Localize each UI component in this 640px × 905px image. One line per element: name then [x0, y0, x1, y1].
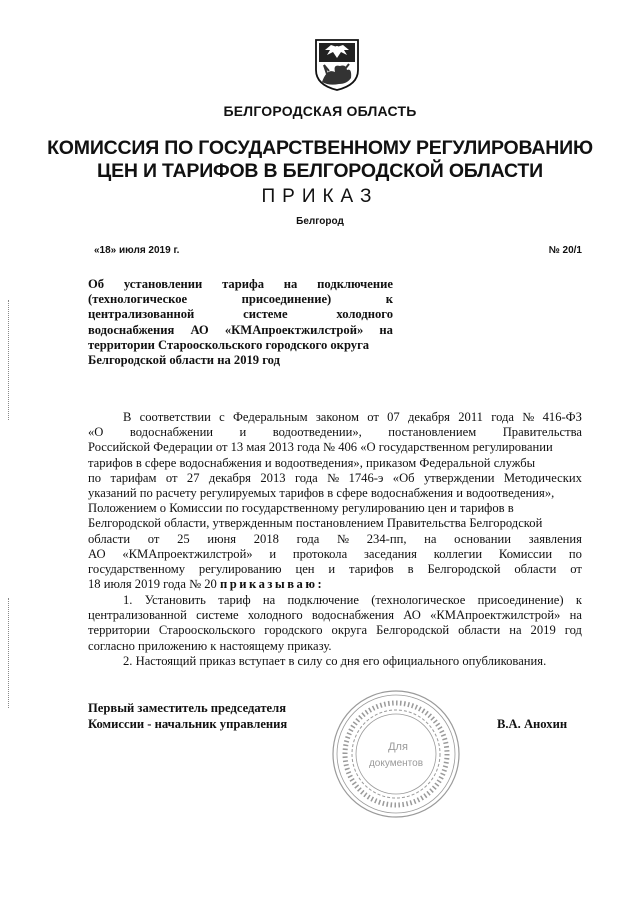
item-word: год — [564, 623, 582, 638]
subject-line — [88, 338, 393, 353]
preamble-word: В — [123, 410, 132, 424]
commission-title-line1: КОМИССИЯ ПО ГОСУДАРСТВЕННОМУ РЕГУЛИРОВАНИЮ — [47, 137, 593, 159]
subject-word: централизованной — [88, 307, 195, 322]
preamble-word: соответствии — [139, 410, 211, 424]
item-word: на — [262, 593, 276, 607]
item-word: «КМАпроектжилстрой» — [430, 608, 561, 623]
preamble-word: цен — [295, 562, 315, 577]
preamble-word: № — [337, 531, 350, 546]
item-word: АО — [403, 608, 421, 623]
preamble-word: 416-ФЗ — [542, 410, 582, 424]
preamble-word: «О — [88, 425, 104, 440]
subject-word: АО — [190, 322, 209, 337]
preamble-word: «Об — [392, 470, 415, 485]
preamble-word: 25 — [177, 531, 190, 546]
subject-word: на — [379, 322, 393, 337]
item-word: на — [569, 608, 582, 623]
subject-word: установлении — [123, 277, 203, 291]
subject-word: Об — [88, 277, 105, 291]
preamble-word: заявления — [528, 531, 582, 546]
preamble-word: государственному — [88, 562, 186, 577]
preamble-word: 18 июля 2019 года № 20 — [88, 577, 217, 592]
preamble-word: Методических — [503, 470, 582, 485]
item-word: 2019 — [530, 623, 556, 638]
preamble-word: и — [328, 562, 336, 577]
preamble-word: декабря — [407, 410, 450, 424]
preamble-line — [88, 456, 582, 471]
item-word: территории — [88, 623, 150, 638]
preamble-word: от — [367, 410, 379, 424]
region-title: БЕЛГОРОДСКАЯ ОБЛАСТЬ — [223, 103, 417, 119]
preamble-line — [88, 486, 582, 501]
preamble-line — [88, 532, 582, 547]
item-word: системе — [196, 608, 239, 623]
preamble-word: «КМАпроектжилстрой» — [122, 546, 253, 561]
item-line — [88, 593, 582, 608]
item-word: на — [509, 623, 522, 638]
preamble-last-line — [88, 577, 582, 592]
preamble-word: Правительства — [502, 425, 582, 440]
item-word: водоснабжения — [311, 608, 395, 623]
subject-word: территории Старооскольского городского округа — [88, 337, 370, 352]
position-line2: Комиссии - начальник управления — [88, 717, 288, 731]
preamble-word: в — [407, 562, 414, 577]
preamble-word: водоснабжении — [129, 425, 214, 440]
subject-word: холодного — [336, 307, 393, 322]
item-word: холодного — [247, 608, 303, 623]
preamble-word: регулированию — [198, 562, 282, 577]
preamble-word: Комиссии — [498, 546, 553, 561]
document-number: № 20/1 — [548, 245, 582, 256]
item-word: 1. — [123, 593, 133, 607]
subject-line — [88, 353, 393, 368]
preamble-word: по — [88, 470, 102, 485]
preamble-word: 2018 — [253, 531, 279, 546]
preamble-word: Положением о Комиссии по государственному регулированию цен и тарифов в — [88, 501, 514, 516]
item-word: городского — [264, 623, 323, 638]
subject-word: присоединение) — [241, 292, 332, 307]
scan-edge-dots — [8, 598, 10, 708]
preamble-word: 07 — [387, 410, 400, 424]
signatory-name: В.А. Анохин — [497, 717, 568, 731]
preamble-word: Федеральным — [232, 410, 308, 424]
subject-word: подключение — [317, 277, 393, 291]
order-items — [88, 593, 582, 669]
item-word: (технологическое — [371, 593, 466, 607]
item-line — [88, 623, 582, 638]
subject-line — [88, 277, 393, 292]
preamble-line — [88, 516, 582, 531]
preamble-word: тарифам — [110, 470, 157, 485]
stamp-center-line2: документов — [368, 758, 424, 769]
preamble-line — [88, 425, 582, 440]
preamble-word: года — [491, 410, 515, 424]
preamble-word: № — [327, 470, 340, 485]
preamble-word: и — [239, 425, 247, 440]
preamble-word: тарифов — [349, 562, 394, 577]
preamble-word: протокола — [292, 546, 348, 561]
preamble-word: и — [269, 546, 277, 561]
preamble-word: Белгородской области, утвержденным постановлением Правительства Белгородской — [88, 516, 543, 531]
document-date: «18» июля 2019 г. — [94, 245, 180, 256]
preamble-line — [88, 547, 582, 562]
orders-word: приказываю: — [219, 577, 325, 592]
preamble-word: 27 — [186, 470, 200, 485]
preamble-line — [88, 410, 582, 425]
document-type-title: ПРИКАЗ — [261, 186, 379, 207]
preamble-word: года — [296, 531, 320, 546]
preamble-word: водоотведении», — [272, 425, 362, 440]
preamble-word: тарифов в сфере водоснабжения и водоотведения», приказом Федеральной службы — [88, 455, 536, 470]
preamble-word: законом — [315, 410, 359, 424]
preamble-word: по — [568, 546, 582, 561]
subject-word: Белгородской области на 2019 год — [88, 353, 280, 368]
item-word: централизованной — [88, 608, 187, 623]
signatory-position — [88, 700, 287, 732]
preamble-word: от — [147, 531, 160, 546]
preamble-paragraph — [88, 410, 582, 592]
item-line — [88, 608, 582, 623]
preamble-word: указаний по расчету регулируемых тарифов в сфере водоснабжения и водоотведения», — [88, 486, 555, 501]
preamble-word: области — [88, 531, 131, 546]
subject-word: на — [283, 277, 298, 291]
item-word: Установить — [144, 593, 206, 607]
item-word: Белгородской — [376, 623, 450, 638]
preamble-word: декабря — [208, 470, 251, 485]
item-word: подключение — [287, 593, 359, 607]
preamble-word: области — [514, 562, 557, 577]
preamble-word: 2013 — [260, 470, 286, 485]
subject-word: тарифа — [222, 277, 265, 291]
subject-word: водоснабжения — [88, 322, 175, 337]
preamble-word: от — [570, 562, 582, 577]
preamble-word: № — [522, 410, 535, 424]
preamble-word: на — [424, 531, 437, 546]
preamble-word: 1746-э — [348, 470, 384, 485]
subject-line — [88, 323, 393, 338]
subject-word: (технологическое — [88, 292, 188, 307]
preamble-line — [88, 562, 582, 577]
preamble-line — [88, 440, 582, 455]
official-stamp — [330, 688, 462, 820]
item-word: к — [575, 593, 582, 607]
subject-word: «КМАпроектжилстрой» — [224, 322, 364, 337]
coat-of-arms-emblem — [313, 38, 361, 92]
preamble-word: Белгородской — [427, 562, 501, 577]
subject-line — [88, 292, 393, 307]
stamp-center-line1: Для — [388, 741, 408, 753]
item-word: Старооскольского — [158, 623, 256, 638]
preamble-word: июня — [207, 531, 237, 546]
preamble-word: года — [294, 470, 318, 485]
preamble-word: 234-пп, — [366, 531, 407, 546]
subject-line — [88, 307, 393, 322]
item-word: области — [458, 623, 501, 638]
preamble-word: основании — [454, 531, 511, 546]
preamble-word: коллегии — [433, 546, 483, 561]
preamble-line — [88, 471, 582, 486]
city-name: Белгород — [296, 216, 344, 227]
preamble-word: от — [165, 470, 178, 485]
item-2: 2. Настоящий приказ вступает в силу со дня его официального опубликования. — [123, 653, 547, 668]
preamble-word: АО — [88, 546, 106, 561]
preamble-word: с — [219, 410, 225, 424]
subject-word: системе — [243, 307, 288, 322]
subject-block — [88, 277, 393, 368]
preamble-word: 2011 — [458, 410, 483, 424]
item-word: тариф — [218, 593, 251, 607]
position-line1: Первый заместитель председателя — [88, 701, 287, 715]
item-last-line: согласно приложению к настоящему приказу. — [88, 638, 332, 653]
preamble-word: Российской Федерации от 13 мая 2013 года № 406 «О государственном регулировании — [88, 440, 553, 455]
subject-word: к — [385, 292, 393, 307]
preamble-word: постановлением — [388, 425, 477, 440]
item-word: присоединение) — [477, 593, 564, 607]
preamble-word: утверждении — [424, 470, 495, 485]
preamble-line — [88, 501, 582, 516]
scan-edge-dots — [8, 300, 10, 420]
item-word: округа — [331, 623, 368, 638]
commission-title-line2: ЦЕН И ТАРИФОВ В БЕЛГОРОДСКОЙ ОБЛАСТИ — [97, 160, 543, 182]
preamble-word: заседания — [363, 546, 417, 561]
